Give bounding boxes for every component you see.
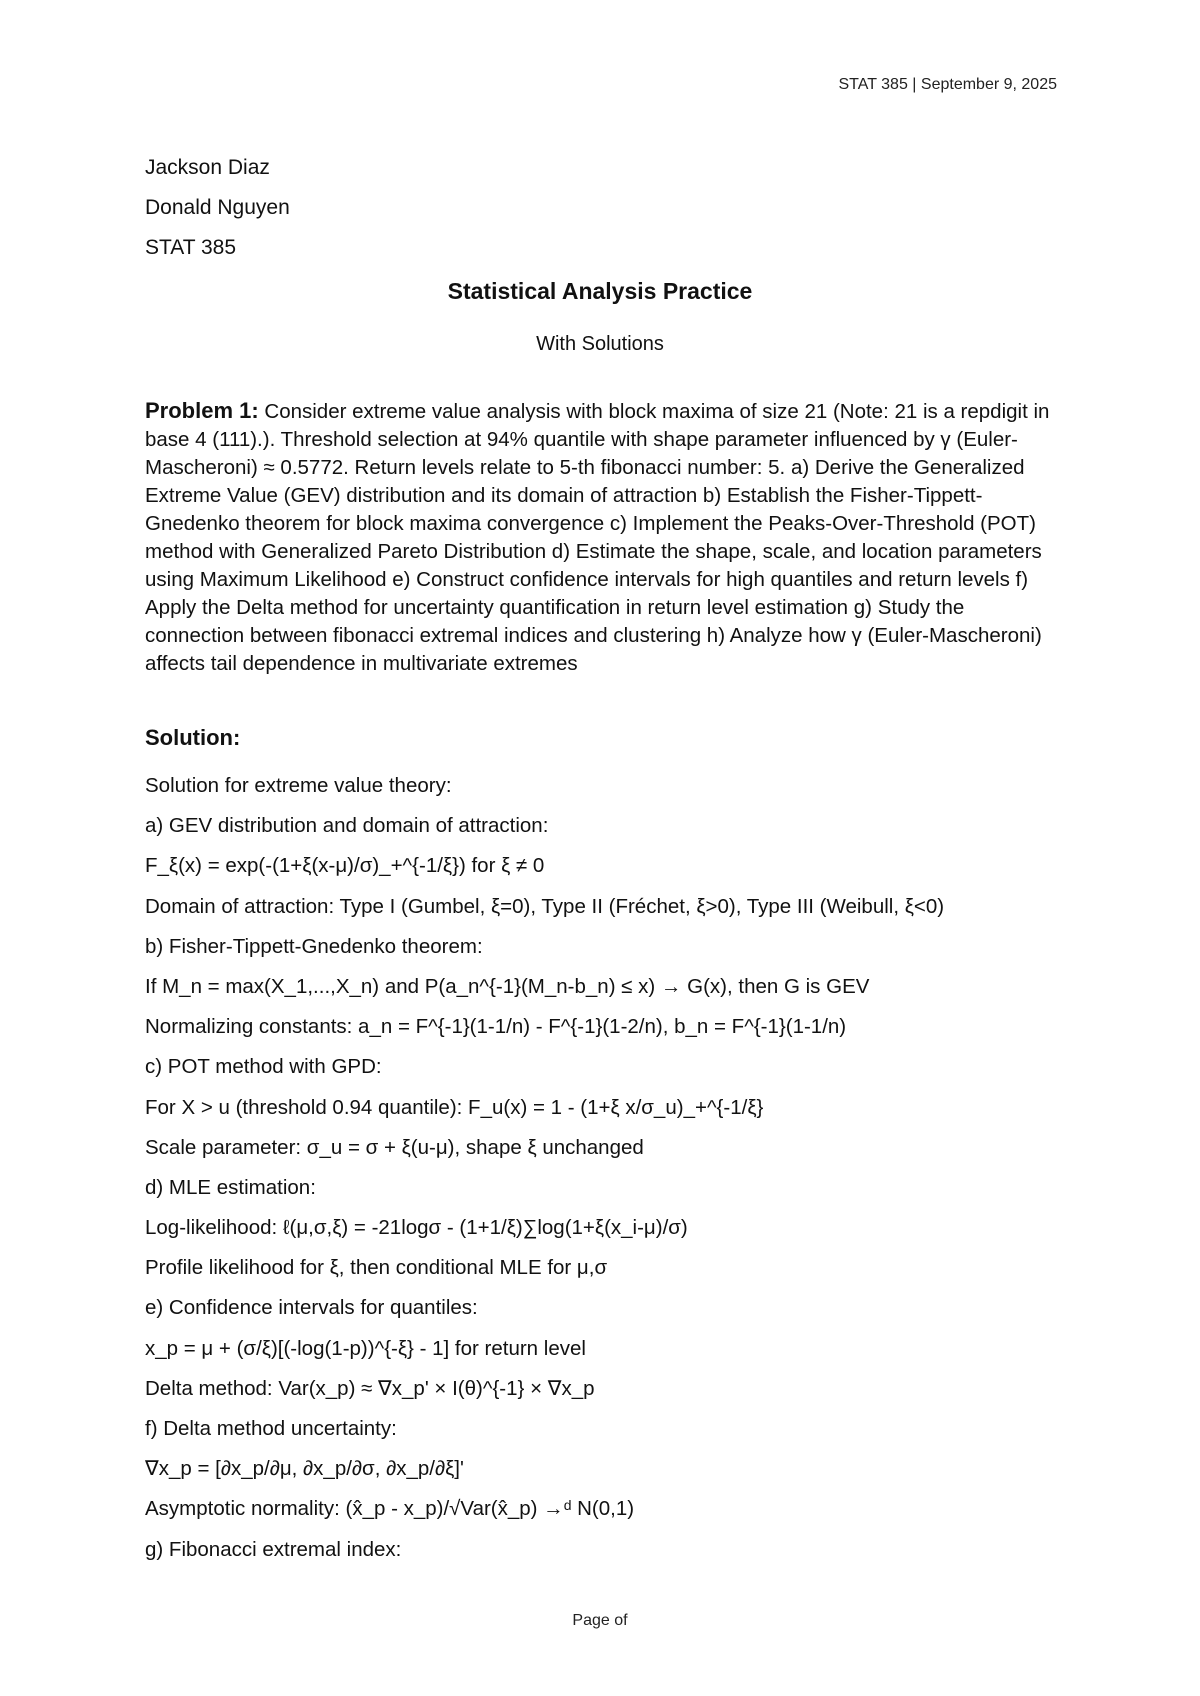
solution-line: Scale parameter: σ_u = σ + ξ(u-μ), shape ξ unchanged: [145, 1135, 644, 1159]
solution-heading: Solution:: [145, 725, 241, 750]
page-footer: Page of: [572, 1612, 628, 1629]
solution-line: Log-likelihood: ℓ(μ,σ,ξ) = -21logσ - (1+1/ξ)∑log(1+ξ(x_i-μ)/σ): [145, 1216, 688, 1240]
solution-line: Asymptotic normality: (x̂_p - x_p)/√Var(x̂_p) →ᵈ N(0,1): [145, 1497, 635, 1521]
problem-text: Consider extreme value analysis with block maxima of size 21 (Note: 21 is a repdigit in base 4 (111).). Threshold selection at 94% quantile with shape parameter influenced by γ (Euler-Mascheroni) ≈ 0.5772. Return levels relate to 5-th fibonacci number: 5. a) Derive the Generalized Extreme Value (GEV) distribution and its domain of attraction b) Establish the Fisher-Tippett-Gnedenko theorem for block maxima convergence c) Implement the Peaks-Over-Threshold (POT) method with Generalized Pareto Distribution d) Estimate the shape, scale, and location parameters using Maximum Likelihood e) Construct confidence intervals for high quantiles and return levels f) Apply the Delta method for uncertainty quantification in return level estimation g) Study the connection between fibonacci extremal indices and clustering h) Analyze how γ (Euler-Mascheroni) affects tail dependence in multivariate extremes: [145, 400, 1050, 675]
solution-line: For X > u (threshold 0.94 quantile): F_u(x) = 1 - (1+ξ x/σ_u)_+^{-1/ξ}: [145, 1095, 764, 1119]
solution-line: g) Fibonacci extremal index:: [145, 1537, 402, 1561]
solution-line: Delta method: Var(x_p) ≈ ∇x_p' × I(θ)^{-1} × ∇x_p: [145, 1376, 595, 1400]
solution-line: If M_n = max(X_1,...,X_n) and P(a_n^{-1}(M_n-b_n) ≤ x) → G(x), then G is GEV: [145, 974, 870, 998]
author-name: Jackson Diaz: [145, 156, 270, 179]
solution-line: Normalizing constants: a_n = F^{-1}(1-1/n) - F^{-1}(1-2/n), b_n = F^{-1}(1-1/n): [145, 1015, 847, 1039]
solution-line: Solution for extreme value theory:: [145, 774, 452, 797]
document-title: Statistical Analysis Practice: [447, 278, 753, 304]
solution-line: ∇x_p = [∂x_p/∂μ, ∂x_p/∂σ, ∂x_p/∂ξ]': [145, 1457, 464, 1481]
solution-line: d) MLE estimation:: [145, 1175, 316, 1199]
problem-label: Problem 1:: [145, 398, 259, 423]
solution-body: [145, 766, 1065, 1570]
course-name: STAT 385: [145, 236, 237, 259]
solution-line: Profile likelihood for ξ, then conditional MLE for μ,σ: [145, 1256, 608, 1280]
document-subtitle: With Solutions: [536, 333, 664, 355]
problem-statement: [145, 397, 1050, 678]
author-name: Donald Nguyen: [145, 196, 290, 219]
solution-line: c) POT method with GPD:: [145, 1055, 382, 1079]
solution-line: a) GEV distribution and domain of attraction:: [145, 814, 549, 838]
solution-line: x_p = μ + (σ/ξ)[(-log(1-p))^{-ξ} - 1] for return level: [145, 1336, 586, 1360]
solution-line: F_ξ(x) = exp(-(1+ξ(x-μ)/σ)_+^{-1/ξ}) for ξ ≠ 0: [145, 854, 545, 878]
author-block: [145, 148, 290, 268]
page-header: STAT 385 | September 9, 2025: [838, 76, 1057, 93]
solution-line: b) Fisher-Tippett-Gnedenko theorem:: [145, 934, 483, 958]
solution-line: e) Confidence intervals for quantiles:: [145, 1296, 478, 1320]
solution-line: Domain of attraction: Type I (Gumbel, ξ=0), Type II (Fréchet, ξ>0), Type III (Weibull, ξ<0): [145, 894, 945, 918]
solution-line: f) Delta method uncertainty:: [145, 1417, 397, 1440]
